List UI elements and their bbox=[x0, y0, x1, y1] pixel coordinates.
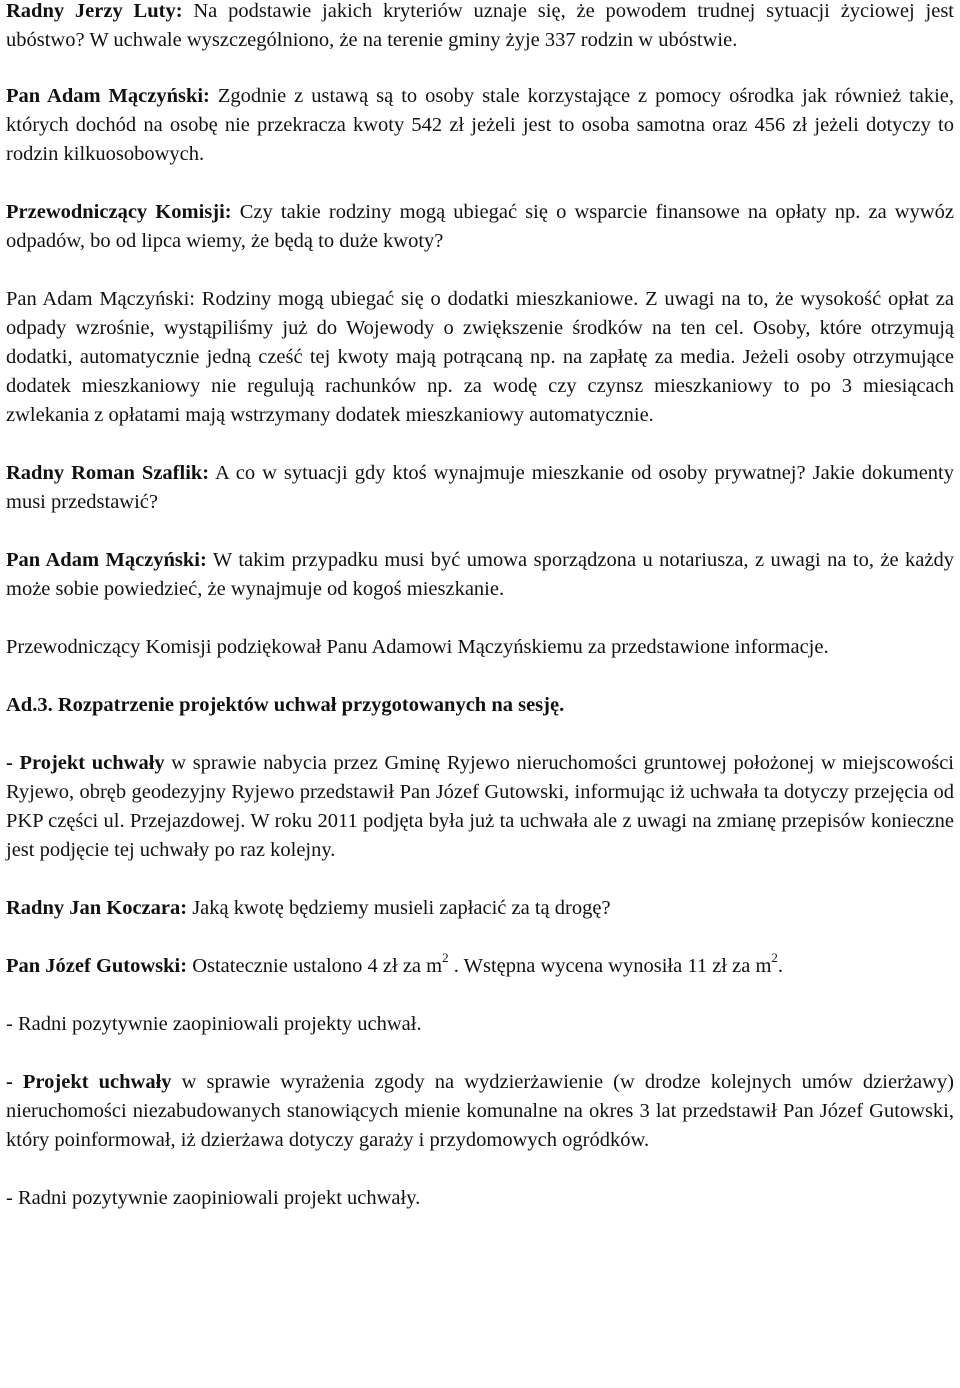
paragraph-text: A co w sytuacji gdy ktoś wynajmuje mieszkanie od osoby prywatnej? Jakie dokumenty musi przedstawić? bbox=[6, 462, 954, 513]
speaker-label: Radny Roman Szaflik: bbox=[6, 462, 210, 484]
paragraph-projekt-uchwaly-1 bbox=[6, 749, 954, 865]
paragraph-text: W takim przypadku musi być umowa sporządzona u notariusza, z uwagi na to, że każdy może sobie powiedzieć, że wynajmuje od kogoś mieszkanie. bbox=[6, 549, 954, 600]
paragraph-jan-koczara bbox=[6, 894, 954, 923]
superscript: 2 bbox=[771, 950, 778, 966]
paragraph-text: - Radni pozytywnie zaopiniowali projekt uchwały. bbox=[6, 1187, 421, 1209]
speaker-label: Pan Adam Mączyński: bbox=[6, 85, 210, 107]
paragraph-text: Zgodnie z ustawą są to osoby stale korzystające z pomocy ośrodka jak również takie, których dochód na osobę nie przekracza kwoty 542 zł jeżeli jest to osoba samotna oraz 456 zł jeżeli dotyczy to rodzin kilkuosobowych. bbox=[6, 85, 954, 165]
paragraph-text: - Radni pozytywnie zaopiniowali projekty uchwał. bbox=[6, 1013, 422, 1035]
section-heading-ad3 bbox=[6, 691, 954, 720]
paragraph-text: . bbox=[777, 955, 784, 977]
superscript: 2 bbox=[442, 950, 449, 966]
speaker-label: - Projekt uchwały bbox=[6, 752, 165, 774]
paragraph-projekt-uchwaly-2 bbox=[6, 1068, 954, 1155]
paragraph-text: Rodziny mogą ubiegać się o dodatki mieszkaniowe. Z uwagi na to, że wysokość opłat za odpady wzrośnie, wystąpiliśmy już do Wojewody o zwiększenie środków na ten cel. Osoby, które otrzymują dodatki, automatycznie jedną cześć tej kwoty mają potrącaną np. na zapłatę za media. Jeżeli osoby otrzymujące dodatek mieszkaniowy nie regulują rachunków np. za wodę czy czynsz mieszkaniowy to po 3 miesiącach zwlekania z opłatami mają wstrzymany dodatek mieszkaniowy automatycznie. bbox=[6, 288, 954, 426]
speaker-label: Pan Adam Mączyński: bbox=[6, 549, 207, 571]
paragraph-opinia-1 bbox=[6, 1010, 954, 1039]
speaker-label: Przewodniczący Komisji: bbox=[6, 201, 232, 223]
paragraph-opinia-2 bbox=[6, 1184, 954, 1213]
paragraph-text: Jaką kwotę będziemy musieli zapłacić za tą drogę? bbox=[187, 897, 611, 919]
speaker-label: Radny Jerzy Luty: bbox=[6, 0, 183, 22]
paragraph-text: Czy takie rodziny mogą ubiegać się o wsparcie finansowe na opłaty np. za wywóz odpadów, bo od lipca wiemy, że będą to duże kwoty? bbox=[6, 201, 955, 252]
paragraph-jerzy-luty bbox=[6, 0, 954, 55]
paragraph-text: Ostatecznie ustalono 4 zł za m bbox=[187, 955, 443, 977]
paragraph-text: Przewodniczący Komisji podziękował Panu Adamowi Mączyńskiemu za przedstawione informacje. bbox=[6, 636, 829, 658]
paragraph-adam-maczynski-2 bbox=[6, 285, 954, 430]
paragraph-jozef-gutowski bbox=[6, 952, 954, 981]
paragraph-text: w sprawie nabycia przez Gminę Ryjewo nieruchomości gruntowej położonej w miejscowości Ryjewo, obręb geodezyjny Ryjewo przedstawił Pan Józef Gutowski, informując iż uchwała ta dotyczy przejęcia od PKP części ul. Przejazdowej. W roku 2011 podjęta była już ta uchwała ale z uwagi na zmianę przepisów konieczne jest podjęcie tej uchwały po raz kolejny. bbox=[6, 752, 954, 861]
section-heading: Ad.3. Rozpatrzenie projektów uchwał przygotowanych na sesję. bbox=[6, 694, 565, 716]
speaker-label: Radny Jan Koczara: bbox=[6, 897, 188, 919]
speaker-label: Pan Józef Gutowski: bbox=[6, 955, 188, 977]
speaker-label: Pan Adam Mączyński: bbox=[6, 288, 195, 310]
paragraph-adam-maczynski-1 bbox=[6, 82, 954, 169]
paragraph-podziekowanie bbox=[6, 633, 954, 662]
paragraph-text: w sprawie wyrażenia zgody na wydzierżawienie (w drodze kolejnych umów dzierżawy) nieruchomości niezabudowanych stanowiących mienie komunalne na okres 3 lat przedstawił Pan Józef Gutowski, który poinformował, iż dzierżawa dotyczy garaży i przydomowych ogródków. bbox=[6, 1071, 954, 1151]
paragraph-text: Na podstawie jakich kryteriów uznaje się, że powodem trudnej sytuacji życiowej jest ubóstwo? W uchwale wyszczególniono, że na terenie gminy żyje 337 rodzin w ubóstwie. bbox=[6, 0, 954, 51]
paragraph-roman-szaflik bbox=[6, 459, 954, 517]
document-page bbox=[6, 0, 954, 1213]
paragraph-przewodniczacy-1 bbox=[6, 198, 954, 256]
speaker-label: - Projekt uchwały bbox=[6, 1071, 172, 1093]
paragraph-adam-maczynski-3 bbox=[6, 546, 954, 604]
paragraph-text: . Wstępna wycena wynosiła 11 zł za m bbox=[448, 955, 772, 977]
